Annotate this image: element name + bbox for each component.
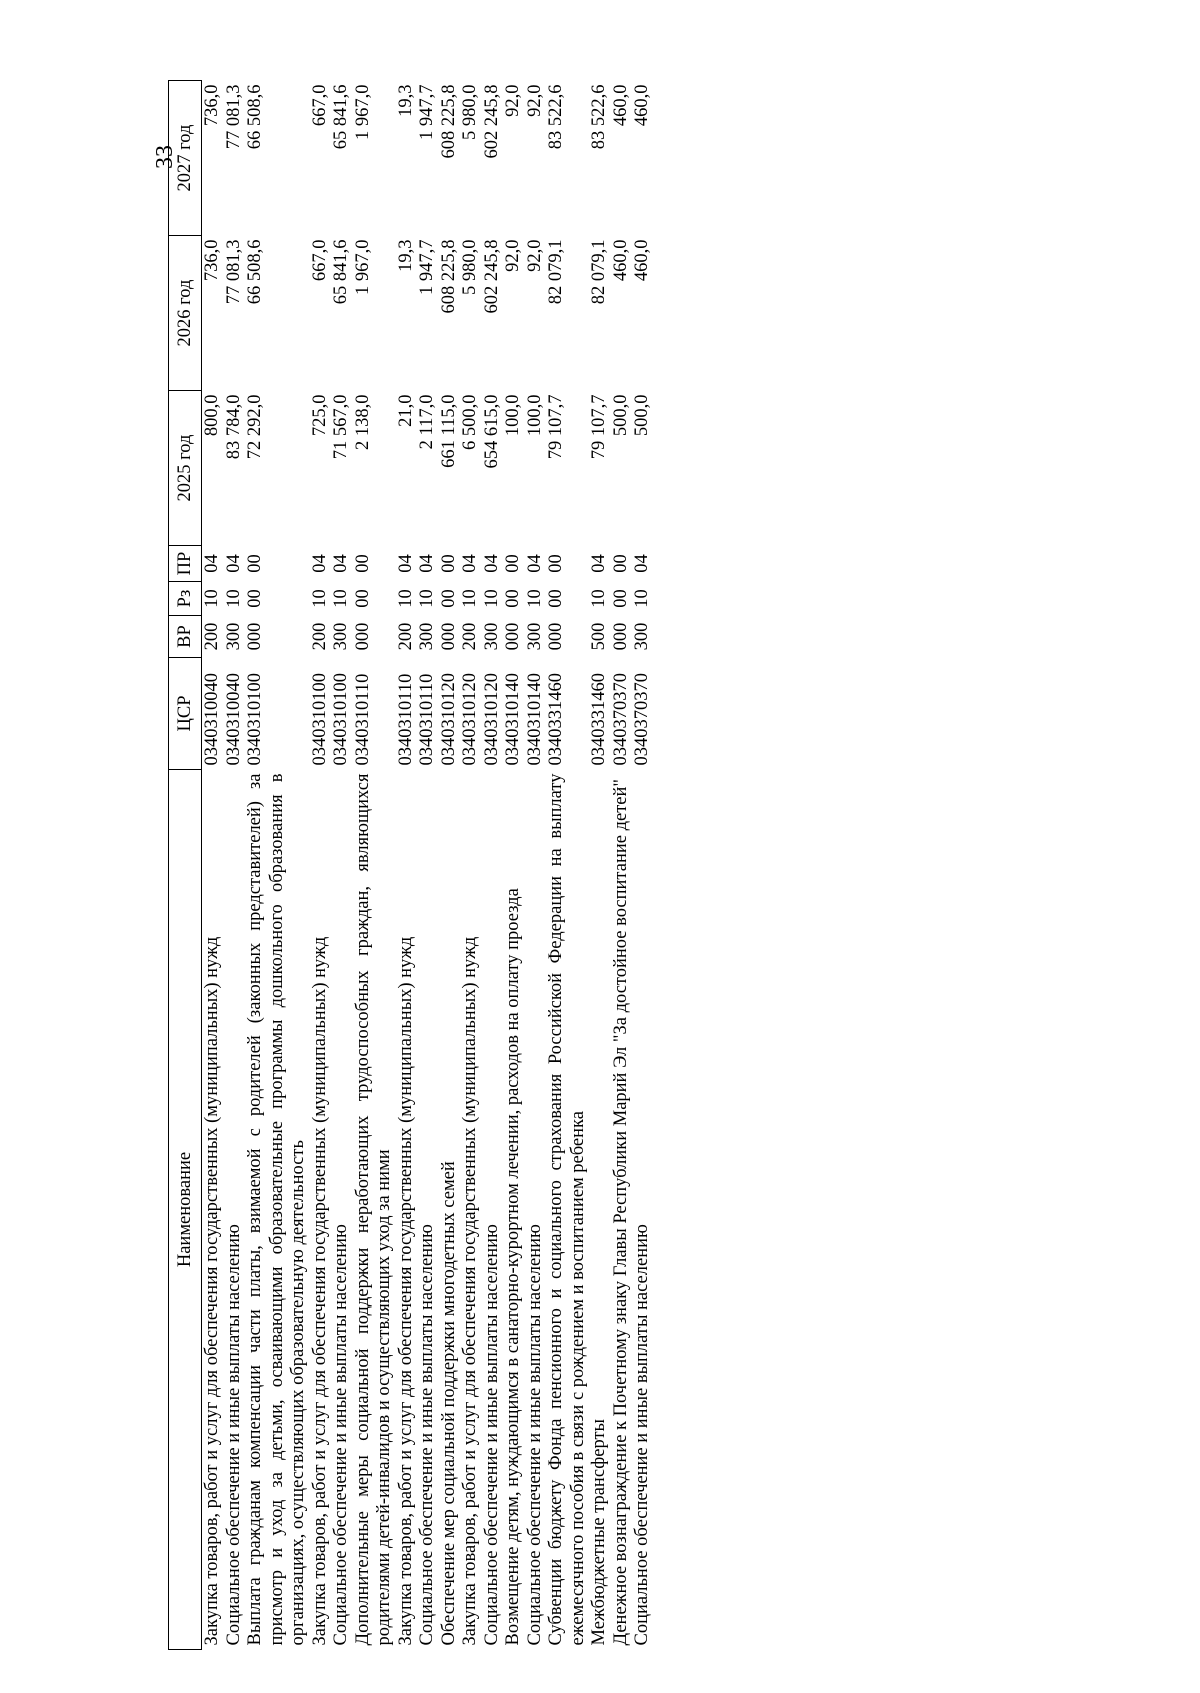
row-name: Закупка товаров, работ и услуг для обеспечения государственных (муниципальных) нужд	[202, 936, 222, 1646]
row-name: Закупка товаров, работ и услуг для обеспечения государственных (муниципальных) нужд	[395, 936, 416, 1646]
row-rz: 00	[503, 589, 523, 608]
row-pr: 04	[417, 554, 437, 573]
row-vr: 000	[610, 622, 631, 651]
header-pr: ПР	[169, 546, 202, 582]
row-2027: 19,3	[395, 84, 416, 117]
row-pr: 04	[395, 554, 416, 573]
row-2026: 77 081,3	[223, 239, 244, 305]
row-2027: 92,0	[503, 84, 523, 117]
row-pr: 00	[438, 554, 459, 573]
row-vr: 200	[460, 622, 480, 651]
row-name: Социальное обеспечение и иные выплаты населению	[223, 1224, 244, 1646]
row-name: Обеспечение мер социальной поддержки многодетных семей	[438, 1161, 459, 1646]
header-2025: 2025 год	[169, 391, 202, 546]
row-csr: 0340310140	[503, 673, 523, 766]
table-row	[310, 81, 332, 1650]
row-2027: 608 225,8	[438, 84, 459, 159]
row-csr: 0340310110	[395, 673, 416, 766]
row-2027: 77 081,3	[223, 84, 244, 150]
row-2027: 460,0	[610, 84, 631, 127]
header-rz: Рз	[169, 582, 202, 616]
row-2026: 66 508,6	[245, 239, 265, 305]
row-rz: 10	[460, 589, 480, 608]
table-row	[202, 81, 224, 1650]
table-row	[439, 81, 461, 1650]
row-name: Дополнительные меры социальной поддержки неработающих трудоспособных граждан, являющихся родителями детей-инвалидов и осуществляющих уход за ними	[352, 773, 394, 1646]
row-name: Денежное вознаграждение к Почетному знаку Главы Республики Марий Эл "За достойное воспитание детей"	[610, 779, 631, 1646]
row-csr: 0340310100	[331, 673, 351, 766]
row-2025: 500,0	[632, 394, 652, 437]
row-rz: 00	[245, 589, 265, 608]
row-rz: 10	[395, 589, 416, 608]
table-row	[460, 81, 482, 1650]
table-row	[482, 81, 504, 1650]
row-2025: 800,0	[202, 394, 222, 437]
row-name: Закупка товаров, работ и услуг для обеспечения государственных (муниципальных) нужд	[460, 936, 480, 1646]
row-2027: 5 980,0	[460, 84, 480, 140]
row-vr: 000	[438, 622, 459, 651]
row-rz: 10	[589, 589, 609, 608]
row-2025: 79 107,7	[546, 394, 566, 460]
page-number: 33	[152, 145, 178, 169]
row-vr: 300	[331, 622, 351, 651]
row-2027: 83 522,6	[546, 84, 566, 150]
row-pr: 04	[460, 554, 480, 573]
row-csr: 0340310100	[309, 673, 330, 766]
row-2025: 71 567,0	[331, 394, 351, 460]
row-2025: 83 784,0	[223, 394, 244, 460]
row-vr: 000	[546, 622, 566, 651]
row-pr: 04	[524, 554, 545, 573]
row-2026: 667,0	[309, 239, 330, 282]
row-pr: 04	[481, 554, 502, 573]
row-2026: 1 947,7	[417, 239, 437, 295]
row-rz: 00	[352, 589, 373, 608]
row-rz: 00	[610, 589, 631, 608]
row-2027: 66 508,6	[245, 84, 265, 150]
row-2026: 608 225,8	[438, 239, 459, 314]
row-name: Межбюджетные трансферты	[589, 1419, 609, 1646]
row-rz: 10	[481, 589, 502, 608]
table-header	[169, 81, 202, 1650]
row-vr: 000	[503, 622, 523, 651]
row-rz: 10	[223, 589, 244, 608]
row-2027: 92,0	[524, 84, 545, 117]
row-vr: 300	[481, 622, 502, 651]
row-rz: 10	[524, 589, 545, 608]
header-name: Наименование	[169, 770, 202, 1650]
table-row	[589, 81, 611, 1650]
row-vr: 300	[632, 622, 652, 651]
row-2026: 460,0	[632, 239, 652, 282]
row-name: Социальное обеспечение и иные выплаты населению	[632, 1224, 652, 1646]
rotated-page	[168, 80, 978, 1650]
row-2025: 654 615,0	[481, 394, 502, 469]
row-2027: 736,0	[202, 84, 222, 127]
row-2026: 1 967,0	[352, 239, 373, 295]
row-csr: 0340310110	[417, 673, 437, 766]
row-vr: 200	[309, 622, 330, 651]
row-vr: 200	[202, 622, 222, 651]
row-csr: 0340310120	[438, 673, 459, 766]
table-row	[546, 81, 589, 1650]
header-2027: 2027 год	[169, 81, 202, 236]
row-vr: 300	[417, 622, 437, 651]
row-2026: 82 079,1	[589, 239, 609, 305]
row-rz: 10	[632, 589, 652, 608]
table-row	[245, 81, 310, 1650]
table-row	[525, 81, 547, 1650]
table-row	[503, 81, 525, 1650]
table-row	[417, 81, 439, 1650]
row-2025: 6 500,0	[460, 394, 480, 450]
row-2027: 1 947,7	[417, 84, 437, 140]
row-vr: 200	[395, 622, 416, 651]
row-2025: 100,0	[503, 394, 523, 437]
row-pr: 04	[223, 554, 244, 573]
row-csr: 0340310140	[524, 673, 545, 766]
row-rz: 00	[438, 589, 459, 608]
row-2025: 79 107,7	[589, 394, 609, 460]
table-row	[224, 81, 246, 1650]
row-pr: 00	[352, 554, 373, 573]
row-csr: 0340310040	[223, 673, 244, 766]
row-name: Социальное обеспечение и иные выплаты населению	[481, 1224, 502, 1646]
row-2027: 602 245,8	[481, 84, 502, 159]
row-rz: 10	[417, 589, 437, 608]
row-rz: 10	[202, 589, 222, 608]
row-pr: 04	[632, 554, 652, 573]
row-2025: 100,0	[524, 394, 545, 437]
row-name: Возмещение детям, нуждающимся в санаторно-курортном лечении, расходов на оплату проезда	[503, 888, 523, 1646]
row-2025: 661 115,0	[438, 394, 459, 468]
row-2026: 19,3	[395, 239, 416, 272]
row-pr: 04	[589, 554, 609, 573]
row-pr: 00	[503, 554, 523, 573]
row-csr: 0340310110	[352, 673, 373, 766]
row-csr: 0340331460	[589, 673, 609, 766]
row-name: Социальное обеспечение и иные выплаты населению	[331, 1224, 351, 1646]
row-name: Закупка товаров, работ и услуг для обеспечения государственных (муниципальных) нужд	[309, 936, 330, 1646]
row-2025: 500,0	[610, 394, 631, 437]
row-csr: 0340310120	[481, 673, 502, 766]
row-csr: 0340370370	[632, 673, 652, 766]
header-csr: ЦСР	[169, 658, 202, 770]
table-row	[353, 81, 396, 1650]
row-2026: 92,0	[524, 239, 545, 272]
budget-table	[168, 80, 654, 1650]
row-2027: 460,0	[632, 84, 652, 127]
row-rz: 10	[309, 589, 330, 608]
row-name: Выплата гражданам компенсации части платы, взимаемой с родителей (законных представителей) за присмотр и уход за детьми, осваивающими образовательные программы дошкольного образования в организациях, осуществляющих образовательную деятельность	[245, 773, 308, 1646]
row-2025: 725,0	[309, 394, 330, 437]
row-name: Субвенции бюджету Фонда пенсионного и социального страхования Российской Федерации на выплату ежемесячного пособия в связи с рождением и воспитанием ребенка	[546, 773, 588, 1646]
row-2026: 82 079,1	[546, 239, 566, 305]
row-vr: 000	[352, 622, 373, 651]
row-pr: 04	[202, 554, 222, 573]
table-row	[632, 81, 654, 1650]
header-2026: 2026 год	[169, 236, 202, 391]
row-2026: 736,0	[202, 239, 222, 282]
row-2027: 667,0	[309, 84, 330, 127]
row-2027: 1 967,0	[352, 84, 373, 140]
row-rz: 10	[331, 589, 351, 608]
row-2026: 602 245,8	[481, 239, 502, 314]
table-body	[202, 81, 654, 1650]
row-2027: 65 841,6	[331, 84, 351, 150]
row-vr: 500	[589, 622, 609, 651]
row-pr: 00	[245, 554, 265, 573]
row-2026: 65 841,6	[331, 239, 351, 305]
row-pr: 04	[309, 554, 330, 573]
row-2026: 92,0	[503, 239, 523, 272]
header-vr: ВР	[169, 616, 202, 658]
row-csr: 0340310120	[460, 673, 480, 766]
table-row	[396, 81, 418, 1650]
row-2026: 460,0	[610, 239, 631, 282]
row-csr: 0340370370	[610, 673, 631, 766]
row-pr: 00	[546, 554, 566, 573]
row-csr: 0340331460	[546, 673, 566, 766]
row-csr: 0340310040	[202, 673, 222, 766]
row-pr: 04	[331, 554, 351, 573]
row-name: Социальное обеспечение и иные выплаты населению	[524, 1224, 545, 1646]
row-csr: 0340310100	[245, 673, 265, 766]
row-2026: 5 980,0	[460, 239, 480, 295]
table-row	[611, 81, 633, 1650]
row-2025: 21,0	[395, 394, 416, 427]
table-row	[331, 81, 353, 1650]
row-2025: 72 292,0	[245, 394, 265, 460]
row-2025: 2 138,0	[352, 394, 373, 450]
row-2025: 2 117,0	[417, 394, 437, 450]
row-pr: 00	[610, 554, 631, 573]
row-2027: 83 522,6	[589, 84, 609, 150]
row-vr: 000	[245, 622, 265, 651]
row-vr: 300	[223, 622, 244, 651]
row-rz: 00	[546, 589, 566, 608]
row-name: Социальное обеспечение и иные выплаты населению	[417, 1224, 437, 1646]
row-vr: 300	[524, 622, 545, 651]
